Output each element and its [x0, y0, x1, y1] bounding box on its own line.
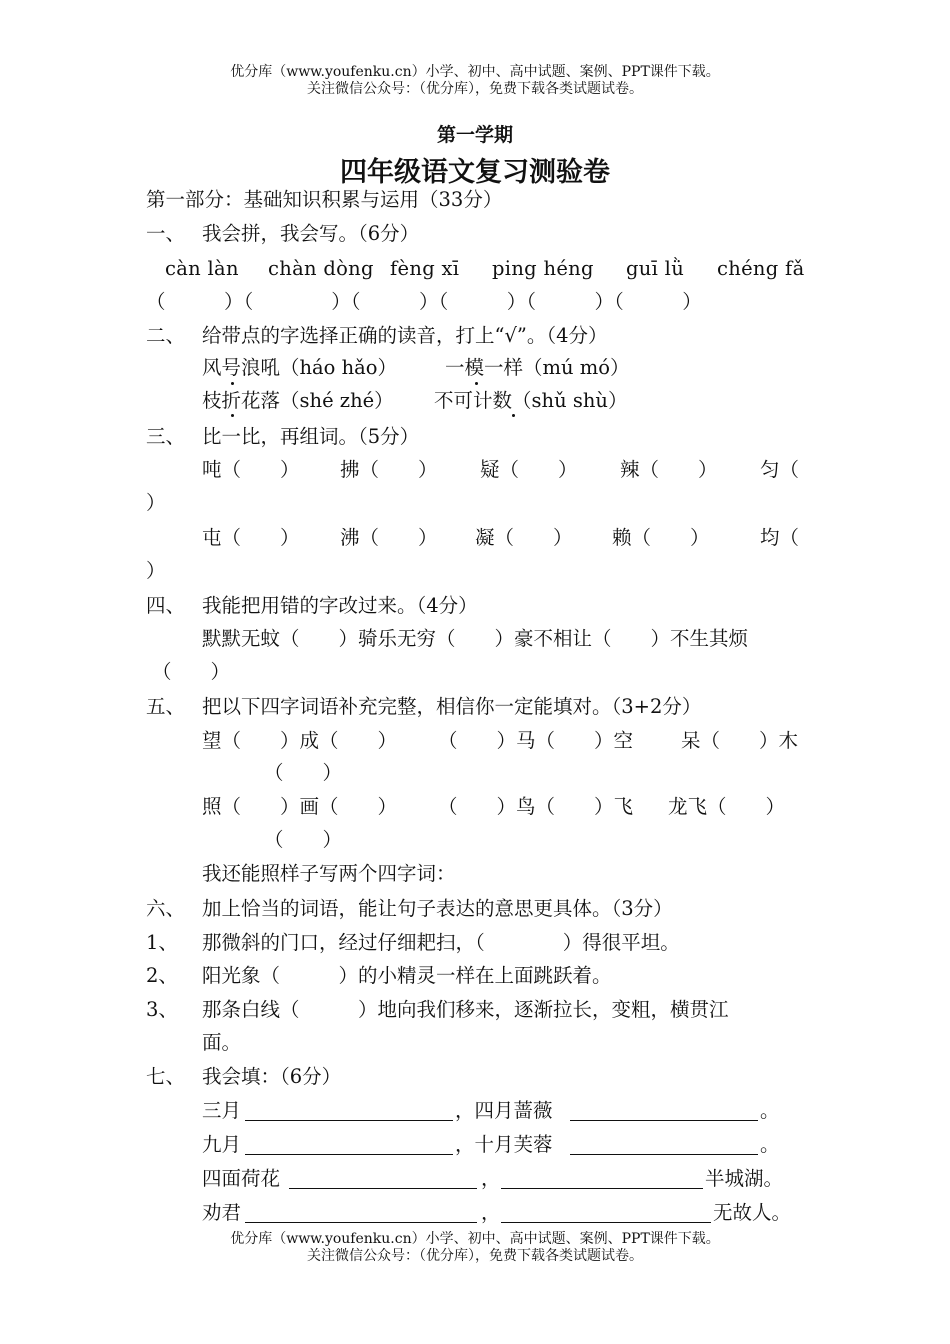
- q2-item-1: 风号浪吼（háo hǎo）: [202, 356, 398, 379]
- footer-line-2: 关注微信公众号：（优分库），免费下载各类试题试卷。: [307, 1248, 643, 1264]
- main-title: 四年级语文复习测验卷: [340, 157, 610, 188]
- q7-row2-mid: ，十月芙蓉: [455, 1133, 553, 1156]
- q1-pinyin-4: ping héng: [492, 257, 594, 280]
- emphasis-dot: [475, 382, 478, 385]
- q1-pinyin-1: càn làn: [165, 257, 239, 280]
- q7-row3-blank1[interactable]: [289, 1167, 477, 1189]
- q7-number: 七、: [146, 1065, 186, 1088]
- q6-number: 六、: [146, 897, 186, 920]
- q2-item-2: 一模一样（mú mó）: [445, 356, 630, 379]
- q4-title: 我能把用错的字改过来。（4分）: [202, 594, 478, 617]
- emphasis-dot: [512, 414, 515, 417]
- q7-row1-blank1[interactable]: [245, 1099, 453, 1121]
- q4-number: 四、: [146, 594, 186, 617]
- q5-row2-item-1: 照（ ）画（ ）: [202, 795, 398, 818]
- q3-row1-item-2: 拂（ ）: [340, 458, 438, 481]
- q5-row2-item-2: （ ）鸟（ ）飞: [438, 795, 634, 818]
- q7-row2-blank2[interactable]: [570, 1133, 758, 1155]
- q1-pinyin-6: chéng fǎ: [717, 257, 805, 280]
- q1-title: 我会拼，我会写。（6分）: [202, 222, 420, 245]
- q7-row1-start: 三月: [202, 1099, 242, 1122]
- q6-item-3-cont: 面。: [202, 1031, 242, 1054]
- q3-row1-end: ）: [146, 491, 166, 514]
- semester-title: 第一学期: [436, 124, 513, 146]
- q5-extra: 我还能照样子写两个四字词：: [202, 862, 456, 885]
- q2-item-4: 不可计数（shǔ shù）: [434, 389, 628, 412]
- q3-row2-item-4: 赖（ ）: [612, 526, 710, 549]
- q2-number: 二、: [146, 324, 186, 347]
- emphasis-dot: [231, 414, 234, 417]
- q2-item-3: 枝折花落（shé zhé）: [202, 389, 394, 412]
- q4-line-end: （ ）: [152, 660, 231, 683]
- q7-row1-blank2[interactable]: [570, 1099, 758, 1121]
- q6-item-1-text: 那微斜的门口，经过仔细耙扫，（ ）得很平坦。: [202, 931, 680, 954]
- q5-number: 五、: [146, 695, 186, 718]
- q7-row4-end: 无故人。: [713, 1201, 792, 1224]
- q3-number: 三、: [146, 425, 186, 448]
- q7-row4-blank1[interactable]: [245, 1201, 477, 1223]
- q5-row2-cont: （ ）: [264, 828, 343, 851]
- header-line-2: 关注微信公众号：（优分库），免费下载各类试题试卷。: [307, 81, 643, 97]
- q5-row1-item-1: 望（ ）成（ ）: [202, 729, 398, 752]
- footer-line-1: 优分库（www.youfenku.cn）小学、初中、高中试题、案例、PPT课件下载。: [230, 1231, 720, 1247]
- q5-title: 把以下四字词语补充完整，相信你一定能填对。（3+2分）: [202, 695, 702, 718]
- q2-title: 给带点的字选择正确的读音，打上“√”。（4分）: [202, 324, 608, 347]
- part1-heading: 第一部分：基础知识积累与运用（33分）: [146, 188, 503, 211]
- q6-item-2-number: 2、: [146, 964, 178, 987]
- q4-line: 默默无蚊（ ）骑乐无穷（ ）豪不相让（ ）不生其烦: [202, 627, 749, 650]
- q7-row4-start: 劝君: [202, 1201, 242, 1224]
- q7-row1-end: 。: [760, 1099, 780, 1122]
- q7-row2-blank1[interactable]: [245, 1133, 453, 1155]
- q1-pinyin-2: chàn dòng: [268, 257, 374, 280]
- q5-row2-item-3: 龙飞（ ）: [668, 795, 786, 818]
- q3-row2-item-5: 均（: [760, 526, 800, 549]
- q7-row1-mid: ，四月蔷薇: [455, 1099, 553, 1122]
- q3-row2-item-1: 屯（ ）: [202, 526, 300, 549]
- q7-row3-start: 四面荷花: [202, 1167, 281, 1190]
- q3-row1-item-4: 辣（ ）: [620, 458, 718, 481]
- q7-row4-mid: ，: [481, 1201, 501, 1224]
- q5-row1-cont: （ ）: [264, 761, 343, 784]
- q6-item-2-text: 阳光象（ ）的小精灵一样在上面跳跃着。: [202, 964, 612, 987]
- q3-title: 比一比，再组词。（5分）: [202, 425, 420, 448]
- q7-row2-start: 九月: [202, 1133, 242, 1156]
- q1-pinyin-3: fèng xī: [390, 257, 460, 280]
- q3-row2-item-2: 沸（ ）: [340, 526, 438, 549]
- q6-title: 加上恰当的词语，能让句子表达的意思更具体。（3分）: [202, 897, 673, 920]
- q3-row2-end: ）: [146, 559, 166, 582]
- q7-row3-blank2[interactable]: [501, 1167, 703, 1189]
- header-line-1: 优分库（www.youfenku.cn）小学、初中、高中试题、案例、PPT课件下载。: [230, 64, 720, 80]
- q3-row1-item-1: 吨（ ）: [202, 458, 300, 481]
- q7-row3-end: 半城湖。: [705, 1167, 784, 1190]
- q5-row1-item-2: （ ）马（ ）空: [438, 729, 634, 752]
- q6-item-1-number: 1、: [146, 931, 178, 954]
- q7-row3-mid: ，: [481, 1167, 501, 1190]
- emphasis-dot: [231, 382, 234, 385]
- q3-row1-item-3: 疑（ ）: [480, 458, 578, 481]
- q7-title: 我会填：（6分）: [202, 1065, 342, 1088]
- q3-row2-item-3: 凝（ ）: [475, 526, 573, 549]
- q6-item-3-number: 3、: [146, 998, 178, 1021]
- q1-number: 一、: [146, 222, 186, 245]
- q5-row1-item-3: 呆（ ）木: [681, 729, 799, 752]
- q1-pinyin-5: guī lǜ: [626, 257, 685, 280]
- q7-row4-blank2[interactable]: [501, 1201, 711, 1223]
- q6-item-3-text: 那条白线（ ）地向我们移来，逐渐拉长，变粗，横贯江: [202, 998, 729, 1021]
- q7-row2-end: 。: [760, 1133, 780, 1156]
- q3-row1-item-5: 匀（: [760, 458, 800, 481]
- q1-answer-brackets: （ ）（ ）（ ）（ ）（ ）（ ）: [146, 290, 702, 313]
